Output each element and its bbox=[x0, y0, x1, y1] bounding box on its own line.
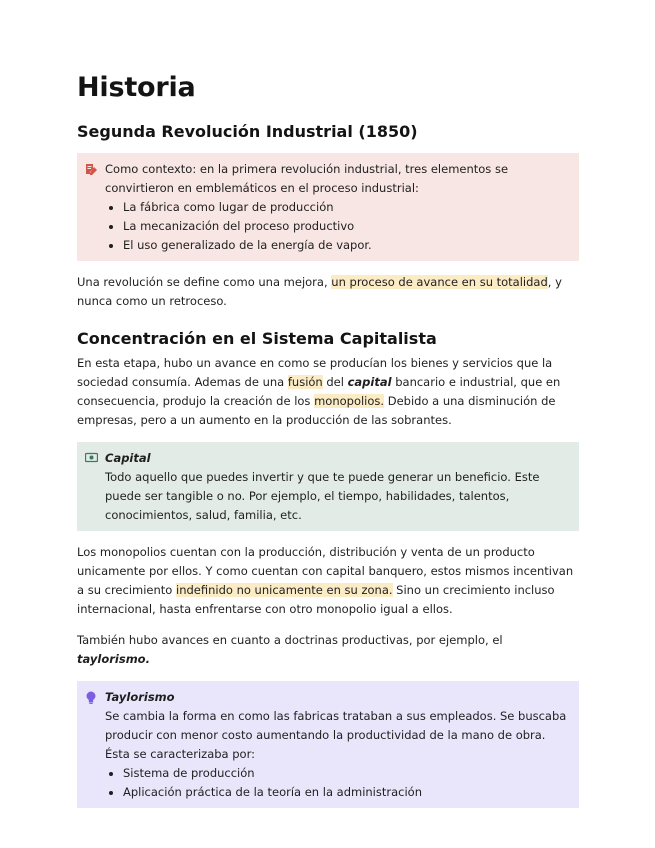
list-item: • La fábrica como lugar de producción bbox=[123, 198, 569, 217]
highlighted-text: monopolios. bbox=[314, 393, 385, 408]
taylorism-list bbox=[105, 764, 569, 802]
list-item: • La mecanización del proceso productivo bbox=[123, 217, 569, 236]
callout-title: Capital bbox=[105, 450, 151, 465]
edit-note-icon bbox=[85, 160, 105, 179]
section-heading-concentracion: Concentración en el Sistema Capitalista bbox=[77, 329, 437, 349]
text-span: bancario e industrial, que en consecuencia, produjo la creación de los bbox=[77, 374, 561, 408]
revolution-paragraph bbox=[77, 273, 579, 311]
list-item: • Aplicación práctica de la teoría en la administración bbox=[123, 783, 569, 802]
text-span: Una revolución se define como una mejora, bbox=[77, 275, 332, 290]
stage-paragraph bbox=[77, 354, 579, 430]
callout-title: Taylorismo bbox=[105, 689, 175, 704]
money-icon bbox=[85, 449, 105, 468]
list-item: • Sistema de producción bbox=[123, 764, 569, 783]
text-span: Sino un crecimiento incluso internacional, hasta enfrentarse con otro monopolio igual a ellos. bbox=[77, 582, 555, 616]
monopolies-paragraph bbox=[77, 543, 579, 619]
section-heading-segunda-revolucion: Segunda Revolución Industrial (1850) bbox=[77, 122, 418, 142]
callout-text: Se cambia la forma en como las fabricas trataban a sus empleados. Se buscaba producir con menor costo aumentando la productividad de la mano de obra. Ésta se caracterizaba por: bbox=[105, 708, 567, 761]
text-span: Los monopolios cuentan con la producción, distribución y venta de un producto unicamente por ellos. Y como cuentan con capital banquero, estos mismos incentivan a su crecimiento bbox=[77, 544, 574, 597]
context-callout bbox=[77, 153, 579, 261]
text-span: También hubo avances en cuanto a doctrinas productivas, por ejemplo, el bbox=[77, 632, 503, 647]
text-span: del bbox=[322, 374, 348, 389]
callout-text: Todo aquello que puedes invertir y que te puede generar un beneficio. Este puede ser tangible o no. Por ejemplo, el tiempo, habilidades, talentos, conocimientos, salud, familia, etc. bbox=[105, 469, 540, 522]
text-span: Debido a una disminución de empresas, pero a un aumento en la producción de las sobrantes. bbox=[77, 393, 556, 427]
highlighted-text: indefinido no unicamente en su zona. bbox=[176, 582, 393, 597]
page-title: Historia bbox=[77, 72, 196, 103]
lightbulb-icon bbox=[85, 688, 105, 707]
callout-text: Como contexto: en la primera revolución industrial, tres elementos se convirtieron en emblemáticos en el proceso industrial: bbox=[105, 162, 509, 196]
highlighted-text: fusión bbox=[287, 374, 323, 389]
highlighted-text: un proceso de avance en su totalidad bbox=[331, 275, 548, 290]
capital-callout bbox=[77, 442, 579, 531]
bold-italic-text: taylorismo. bbox=[77, 651, 150, 666]
document-content bbox=[77, 72, 579, 808]
text-span: En esta etapa, hubo un avance en como se producían los bienes y servicios que la sociedad consumía. Ademas de una bbox=[77, 355, 553, 389]
text-span: , y nunca como un retroceso. bbox=[77, 275, 562, 309]
bold-italic-text: capital bbox=[347, 374, 392, 389]
doctrines-paragraph bbox=[77, 631, 579, 669]
list-item: • El uso generalizado de la energía de vapor. bbox=[123, 236, 569, 255]
context-list bbox=[105, 198, 569, 255]
taylorism-callout bbox=[77, 681, 579, 808]
